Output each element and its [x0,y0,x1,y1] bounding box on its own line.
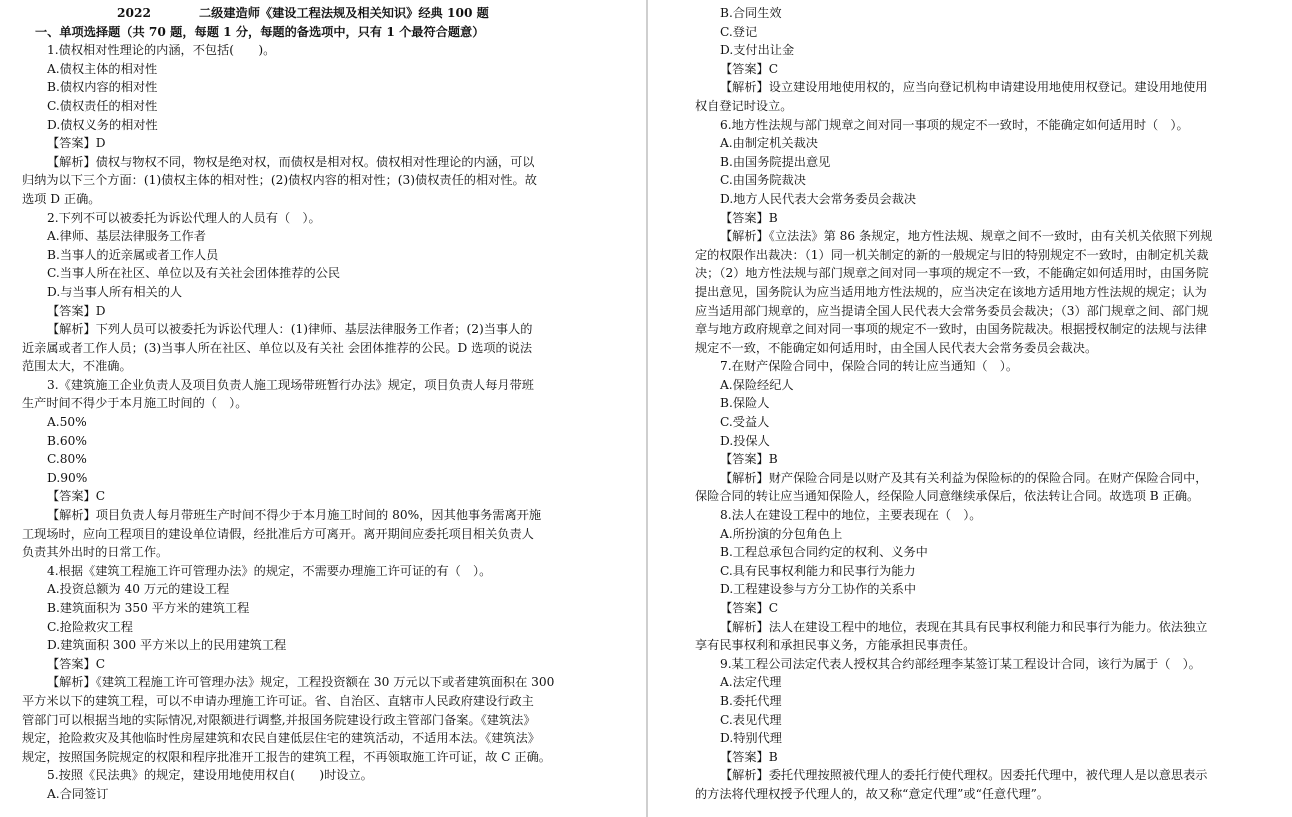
explanation-text: 【解析】项目负责人每月带班生产时间不得少于本月施工时间的 80%，因其他事务需离开施 [47,508,542,523]
continuation-text: 规定，抢险救灾及其他临时性房屋建筑和农民自建低层住宅的建筑活动，不适用本法。《建筑法》 [22,731,540,746]
explanation-text: 【解析】财产保险合同是以财产及其有关利益为保险标的的保险合同。在财产保险合同中， [720,470,1208,485]
option-text: B.合同生效 [720,6,782,20]
continuation-text: 负责其外出时的日常工作。 [22,545,169,560]
continuation-text: 权自登记时设立。 [695,98,793,113]
explanation-text: 【解析】下列人员可以被委托为诉讼代理人：(1)律师、基层法律服务工作者；(2)当事人的 [47,322,533,337]
question-text: 9.某工程公司法定代表人授权其合约部经理李某签订某工程设计合同，该行为属于（ ）。 [720,656,1201,671]
option-text: C.具有民事权利能力和民事行为能力 [720,563,916,578]
continuation-text: 享有民事权利和承担民事义务，方能承担民事责任。 [695,638,976,653]
answer-line: 【答案】B [720,749,778,764]
continuation-text: 的方法将代理权授予代理人的，故又称“意定代理”或“任意代理”。 [695,786,1049,801]
question-text: 6.地方性法规与部门规章之间对同一事项的规定不一致时，不能确定如何适用时（ ）。 [720,117,1189,132]
document-title [47,4,575,23]
document-year: 2022 [117,6,151,20]
question-text: 7.在财产保险合同中，保险合同的转让应当通知（ ）。 [720,359,1019,374]
option-text: D.建筑面积 300 平方米以上的民用建筑工程 [47,638,287,653]
continuation-text: 选项 D 正确。 [22,191,101,206]
right-column [695,4,1272,804]
continuation-text: 应当适用部门规章的，应当提请全国人民代表大会常务委员会裁决；（3）部门规章之间、部门规 [695,303,1209,318]
option-text: C.登记 [720,24,758,39]
continuation-text: 工现场时，应向工程项目的建设单位请假，经批准后方可离开。离开期间应委托项目相关负责人 [22,526,534,541]
option-text: D.特别代理 [720,731,782,746]
option-text: D.与当事人所有相关的人 [47,284,183,299]
answer-line: 【答案】C [720,601,779,615]
option-text: A.债权主体的相对性 [47,61,158,76]
option-text: A.投资总额为 40 万元的建设工程 [47,582,230,597]
explanation-text: 【解析】委托代理按照被代理人的委托行使代理权。因委托代理中，被代理人是以意思表示 [720,768,1208,783]
option-text: A.律师、基层法律服务工作者 [47,229,206,244]
question-text: 8.法人在建设工程中的地位，主要表现在（ ）。 [720,508,982,523]
answer-line: 【答案】D [47,303,106,318]
answer-line: 【答案】C [47,656,106,671]
option-text: C.抢险救灾工程 [47,619,133,634]
explanation-text: 【解析】《立法法》第 86 条规定，地方性法规、规章之间不一致时，由有关机关依照下列规 [720,229,1213,244]
continuation-text: 规定，按照国务院规定的权限和程序批准开工报告的建筑工程，不再领取施工许可证，故 C 正确。 [22,749,551,764]
answer-line: 【答案】B [720,452,778,467]
section-heading: 一、单项选择题（共 70 题，每题 1 分，每题的备选项中，只有 1 个最符合题意） [35,24,485,39]
continuation-text: 决；（2）地方性法规与部门规章之间对同一事项的规定不一致，不能确定如何适用时，由国务院 [695,266,1209,281]
option-text: D.投保人 [720,433,770,448]
option-text: A.保险经纪人 [720,377,794,392]
option-text: B.工程总承包合同约定的权利、义务中 [720,545,928,560]
continuation-text: 平方米以下的建筑工程，可以不申请办理施工许可证。省、自治区、直辖市人民政府建设行政主 [22,693,534,708]
option-text: C.债权责任的相对性 [47,98,158,113]
explanation-text: 【解析】设立建设用地使用权的，应当向登记机构申请建设用地使用权登记。建设用地使用 [720,80,1208,95]
option-text: B.60% [47,433,87,448]
continuation-text: 范围太大，不准确。 [22,359,132,374]
answer-line: 【答案】B [720,210,778,225]
question-text: 3.《建筑施工企业负责人及项目负责人施工现场带班暂行办法》规定，项目负责人每月带班 [47,377,534,392]
option-text: B.委托代理 [720,693,782,708]
answer-line: 【答案】C [720,61,779,76]
option-text: B.保险人 [720,396,770,411]
question-text: 1.债权相对性理论的内涵，不包括( )。 [47,43,276,58]
option-text: A.50% [47,415,87,430]
continuation-text: 规定不一致，不能确定如何适用时，由全国人民代表大会常务委员会裁决。 [695,340,1098,355]
continuation-text: 保险合同的转让应当通知保险人，经保险人同意继续承保后，依法转让合同。故选项 B 正确。 [695,489,1200,504]
continuation-text: 章与地方政府规章之间对同一事项的规定不一致时，由国务院裁决。根据授权制定的法规与法律 [695,322,1207,337]
left-column [22,4,575,804]
option-text: D.90% [47,470,88,485]
continuation-text: 近亲属或者工作人员；(3)当事人所在社区、单位以及有关社 会团体推荐的公民。D 选项的说法 [22,340,533,355]
page-right [648,0,1292,817]
option-text: A.所扮演的分包角色上 [720,526,843,541]
continuation-text: 定的权限作出裁决：（1）同一机关制定的新的一般规定与旧的特别规定不一致时，由制定机关裁 [695,247,1209,262]
continuation-text: 管部门可以根据当地的实际情况,对限额进行调整,并报国务院建设行政主管部门备案。《建筑法》 [22,712,536,727]
option-text: B.建筑面积为 350 平方米的建筑工程 [47,601,250,615]
answer-line: 【答案】D [47,136,106,151]
option-text: C.由国务院裁决 [720,173,806,188]
explanation-text: 【解析】法人在建设工程中的地位，表现在其具有民事权利能力和民事行为能力。依法独立 [720,619,1208,634]
explanation-text: 【解析】《建筑工程施工许可管理办法》规定，工程投资额在 30 万元以下或者建筑面积在 300 [47,675,555,690]
option-text: D.工程建设参与方分工协作的关系中 [720,582,917,597]
option-text: C.表见代理 [720,712,782,727]
option-text: D.支付出让金 [720,43,795,58]
option-text: A.合同签订 [47,786,109,801]
question-text: 4.根据《建筑工程施工许可管理办法》的规定，不需要办理施工许可证的有（ ）。 [47,563,492,578]
option-text: D.地方人民代表大会常务委员会裁决 [720,191,917,206]
option-text: B.当事人的近亲属或者工作人员 [47,247,219,262]
option-text: C.80% [47,452,87,467]
question-text: 2.下列不可以被委托为诉讼代理人的人员有（ ）。 [47,210,321,225]
document-title-text: 二级建造师《建设工程法规及相关知识》经典 100 题 [199,6,489,20]
question-text: 5.按照《民法典》的规定，建设用地使用权自( )时设立。 [47,768,373,783]
option-text: B.由国务院提出意见 [720,154,831,169]
option-text: C.受益人 [720,415,770,430]
option-text: B.债权内容的相对性 [47,80,158,95]
option-text: D.债权义务的相对性 [47,117,158,132]
continuation-text: 生产时间不得少于本月施工时间的（ ）。 [22,396,248,411]
explanation-text: 【解析】债权与物权不同，物权是绝对权，而债权是相对权。债权相对性理论的内涵，可以 [47,154,535,169]
answer-line: 【答案】C [47,489,106,504]
option-text: C.当事人所在社区、单位以及有关社会团体推荐的公民 [47,266,341,281]
continuation-text: 提出意见，国务院认为应当适用地方性法规的，应当决定在该地方适用地方性法规的规定；认为 [695,284,1207,299]
option-text: A.法定代理 [720,675,782,690]
option-text: A.由制定机关裁决 [720,136,818,151]
continuation-text: 归纳为以下三个方面：(1)债权主体的相对性；(2)债权内容的相对性；(3)债权责任的相对性。故 [22,173,537,188]
